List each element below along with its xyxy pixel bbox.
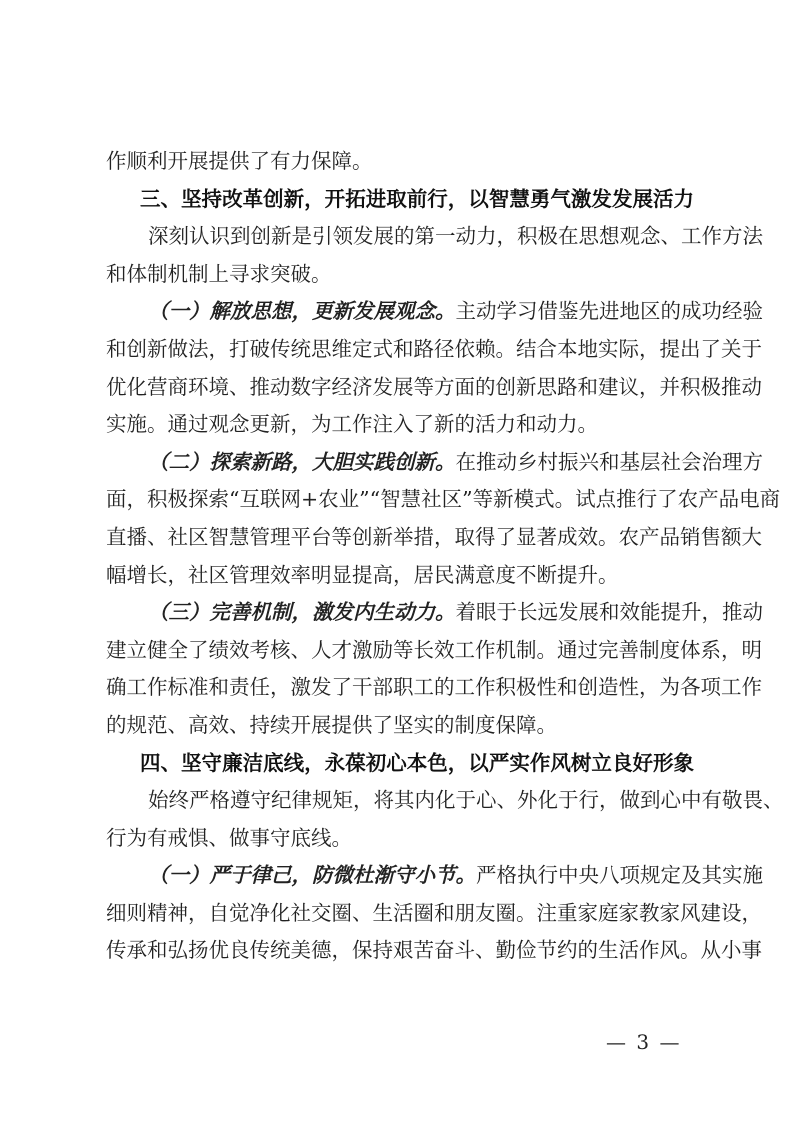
paragraph-line: 实施。通过观念更新，为工作注入了新的活力和动力。: [106, 412, 598, 437]
subsection-title: （三）完善机制，激发内生动力。: [148, 600, 456, 625]
subsection-title: （二）探索新路，大胆实践创新。: [148, 449, 456, 474]
paragraph-line: 建立健全了绩效考核、人才激励等长效工作机制。通过完善制度体系，明: [106, 637, 762, 662]
subsection-title: （一）严于律己，防微杜渐守小节。: [148, 863, 476, 888]
subsection-line: [106, 444, 763, 482]
paragraph-line: 深刻认识到创新是引领发展的第一动力，积极在思想观念、工作方法: [148, 224, 763, 249]
paragraph-line: 和体制机制上寻求突破。: [106, 261, 332, 286]
section-heading-4: 四、坚守廉洁底线，永葆初心本色，以严实作风树立良好形象: [140, 750, 694, 775]
subsection-line: [106, 857, 763, 895]
paragraph-text: 在推动乡村振兴和基层社会治理方: [455, 449, 763, 474]
subsection-line: [106, 293, 763, 331]
paragraph-line: 和创新做法，打破传统思维定式和路径依赖。结合本地实际，提出了关于: [106, 336, 762, 361]
paragraph-line: 始终严格遵守纪律规矩，将其内化于心、外化于行，做到心中有敬畏、: [148, 788, 784, 813]
paragraph-line: 作顺利开展提供了有力保障。: [106, 149, 373, 173]
subsection-line: [106, 594, 763, 632]
paragraph-line: 确工作标准和责任，激发了干部职工的工作积极性和创造性，为各项工作: [106, 675, 762, 700]
paragraph-line: 行为有戒惧、做事守底线。: [106, 825, 352, 850]
paragraph-line: 细则精神，自觉净化社交圈、生活圈和朋友圈。注重家庭家教家风建设，: [106, 900, 762, 925]
paragraph-text: 主动学习借鉴先进地区的成功经验: [455, 299, 763, 324]
paragraph-line: 面，积极探索“互联网+农业”“智慧社区”等新模式。试点推行了农产品电商: [106, 487, 781, 512]
subsection-title: （一）解放思想，更新发展观念。: [148, 299, 456, 324]
paragraph-line: 的规范、高效、持续开展提供了坚实的制度保障。: [106, 712, 557, 737]
paragraph-line: 直播、社区智慧管理平台等创新举措，取得了显著成效。农产品销售额大: [106, 524, 762, 549]
paragraph-text: 着眼于长远发展和效能提升，推动: [455, 600, 763, 625]
paragraph-line: 幅增长，社区管理效率明显提高，居民满意度不断提升。: [106, 562, 619, 587]
paragraph-line: 传承和弘扬优良传统美德，保持艰苦奋斗、勤俭节约的生活作风。从小事: [106, 938, 762, 963]
paragraph-line: 优化营商环境、推动数字经济发展等方面的创新思路和建议，并积极推动: [106, 374, 762, 399]
paragraph-text: 严格执行中央八项规定及其实施: [476, 863, 763, 888]
section-heading-3: 三、坚持改革创新，开拓进取前行，以智慧勇气激发发展活力: [140, 186, 694, 211]
page-number: — 3 —: [606, 1030, 682, 1054]
document-body: [106, 143, 784, 970]
